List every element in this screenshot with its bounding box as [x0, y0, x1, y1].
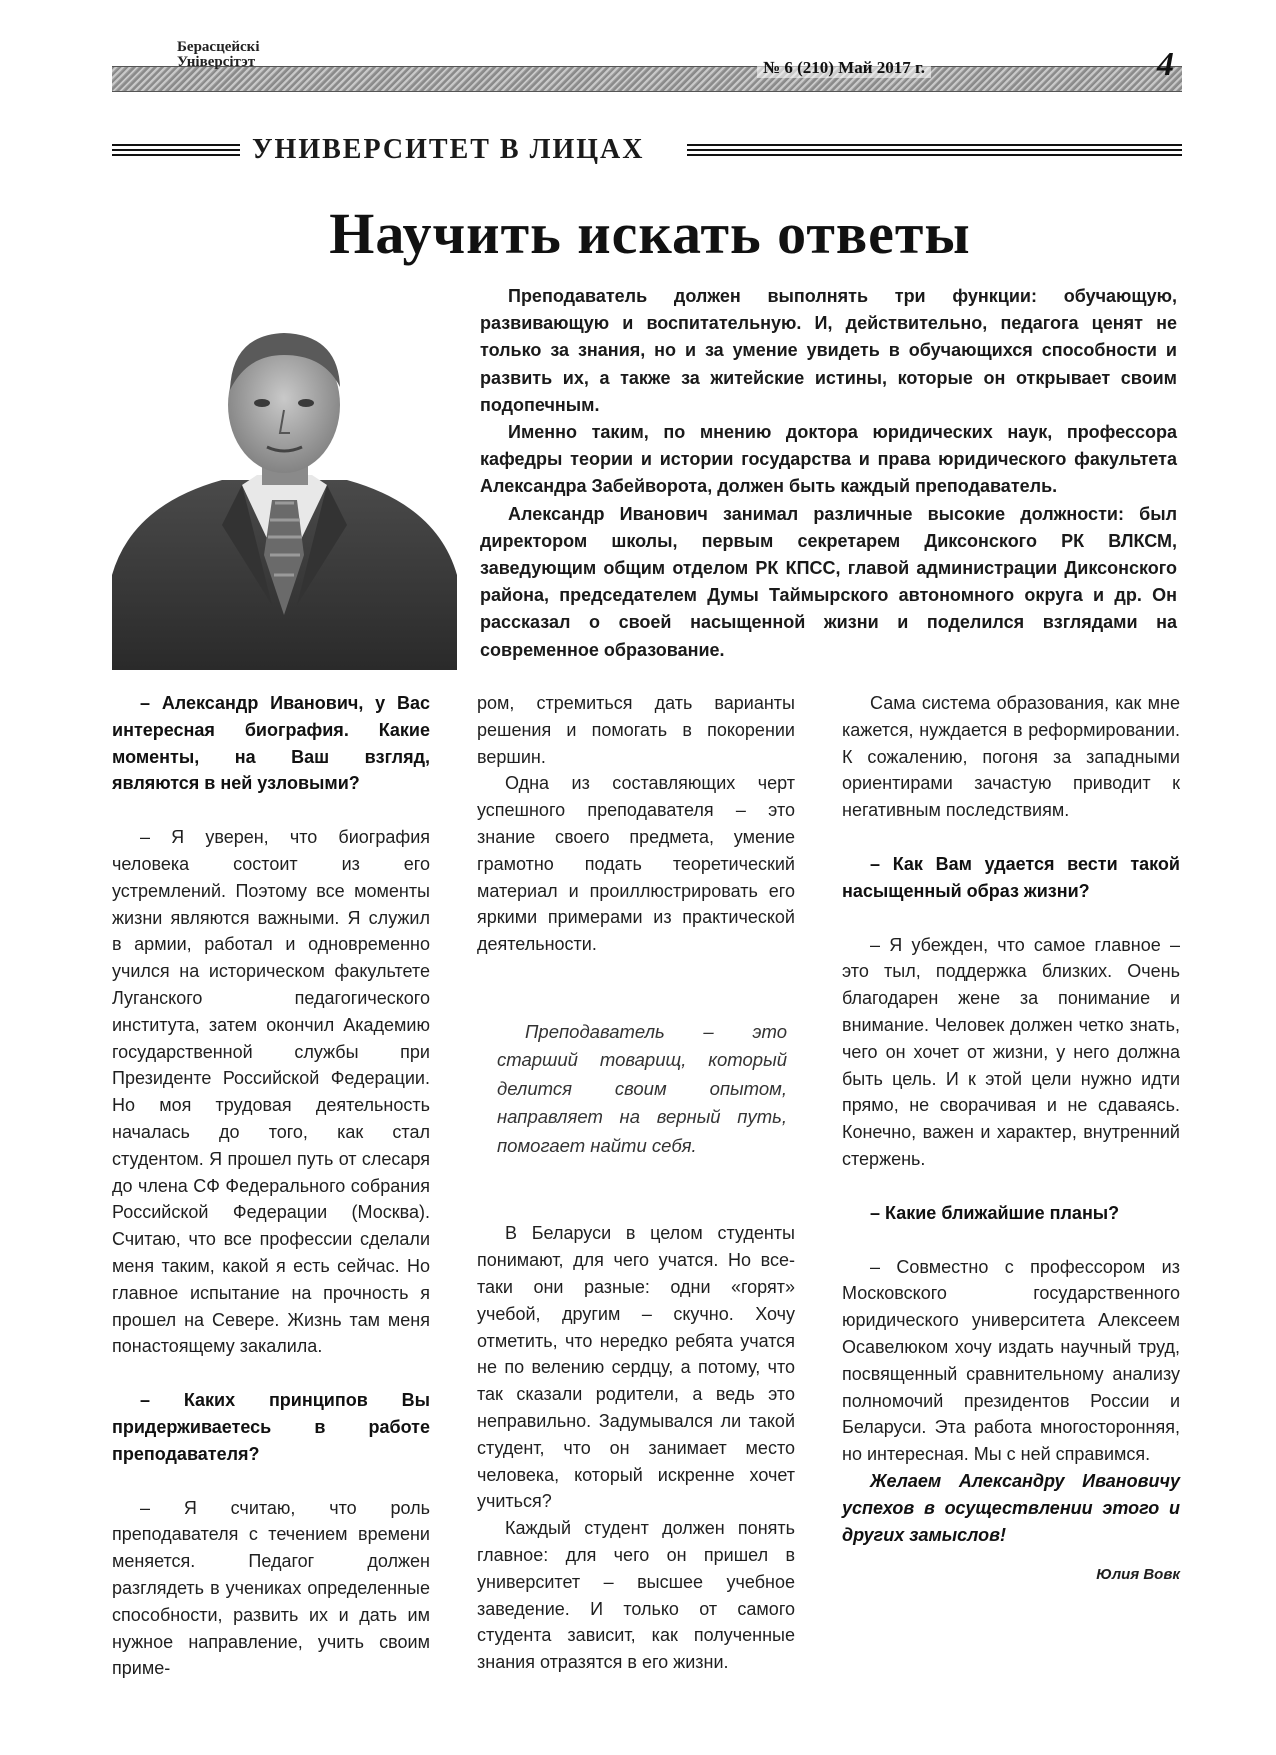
interview-question: – Какие ближайшие планы?: [870, 1202, 1120, 1223]
rubric-rule-left: [112, 144, 240, 158]
body-paragraph: Каждый студент должен понять главное: для чего он пришел в университет – высшее учебное заведение. И только от самого студента зависит, как полученные знания отразятся в его жизни.: [477, 1518, 795, 1673]
closing-wish: Желаем Александру Ивановичу успехов в осуществлении этого и других замыслов!: [842, 1470, 1180, 1545]
interview-question: – Каких принципов Вы придерживаетесь в работе преподавателя?: [112, 1390, 430, 1464]
pull-quote: [477, 1018, 795, 1161]
interview-answer: – Я убежден, что самое главное – это тыл, поддержка близких. Очень благодарен жене за понимание и внимание. Человек должен четко знать, чего он хочет от жизни, у него должна быть цель. И к этой цели нужно идти прямо, не сворачивая и не сдаваясь. Конечно, важен и характер, внутренний стержень.: [842, 934, 1180, 1169]
section-rubric: [112, 134, 1182, 174]
article-headline: Научить искать ответы: [329, 201, 971, 266]
paragraph-gap: [112, 1360, 430, 1387]
article-author: Юлия Вовк: [1096, 1566, 1180, 1584]
portrait-photo: [112, 325, 457, 670]
interview-answer: – Совместно с профессором из Московского государственного юридического университета Алексеем Осавелюком хочу издать научный труд, посвященный сравнительному анализу полномочий президентов России и Беларуси. Эта работа многосторонняя, но интересная. Мы с ней справимся.: [842, 1256, 1180, 1465]
body-paragraph: ром, стремиться дать варианты решения и помогать в покорении вершин.: [477, 693, 795, 767]
paragraph-gap: [842, 824, 1180, 851]
body-paragraph: Одна из составляющих черт успешного преподавателя – это знание своего предмета, умение грамотно подать теоретический материал и проиллюстрировать его яркими примерами из практической деятельности.: [477, 773, 795, 955]
issue-info: № 6 (210) Май 2017 г.: [757, 58, 931, 78]
paragraph-gap: [112, 797, 430, 824]
newspaper-name: [177, 40, 317, 70]
newspaper-name-line1: Берасцейскі: [177, 39, 260, 55]
pull-quote-text: Преподаватель – это старший товарищ, который делится своим опытом, направляет на верный путь, помогает найти себя.: [497, 1020, 787, 1156]
text-column-2: [477, 690, 795, 1676]
interview-answer: – Я считаю, что роль преподавателя с течением времени меняется. Педагог должен разглядеть в учениках определенные способности, развить их и дать им нужное направление, учить своим приме-: [112, 1497, 430, 1679]
lead-paragraph: Именно таким, по мнению доктора юридических наук, профессора кафедры теории и истории государства и права юридического факультета Александра Забейворота, должен быть каждый преподаватель.: [480, 422, 1177, 497]
text-column-1: [112, 690, 430, 1682]
article-lead: [480, 283, 1177, 664]
interview-question: – Александр Иванович, у Вас интересная биография. Какие моменты, на Ваш взгляд, являются в ней узловыми?: [112, 693, 430, 794]
body-paragraph: В Беларуси в целом студенты понимают, для чего учатся. Но все-таки они разные: одни «горят» учебой, другим – скучно. Хочу отметить, что нередко ребята учатся не по велению сердцу, а потому, что так сказали родители, а ведь это неправильно. Задумывался ли такой студент, что он занимает место человека, который искренне хочет учиться?: [477, 1223, 795, 1512]
paragraph-gap: [842, 1227, 1180, 1254]
newspaper-name-line2: Універсітэт: [177, 54, 256, 70]
page-number: 4: [1157, 46, 1174, 83]
masthead: [112, 40, 1182, 92]
portrait-illustration: [112, 325, 457, 670]
paragraph-gap: [842, 1173, 1180, 1200]
paragraph-gap: [112, 1468, 430, 1495]
lead-paragraph: Александр Иванович занимал различные высокие должности: был директором школы, первым секретарем Диксонского РК ВЛКСМ, заведующим общим отделом РК КПСС, главой администрации Диксонского района, председателем Думы Таймырского автономного округа и др. Он рассказал о своей насыщенной жизни и поделился взглядами на современное образование.: [480, 503, 1177, 660]
interview-question: – Как Вам удается вести такой насыщенный образ жизни?: [842, 853, 1180, 901]
lead-paragraph: Преподаватель должен выполнять три функции: обучающую, развивающую и воспитательную. И, действительно, педагога ценят не только за знания, но и за умение увидеть в обучающихся способности и развить их, а также за житейские истины, которые он открывает своим подопечным.: [480, 286, 1177, 415]
rubric-rule-right: [687, 144, 1182, 158]
paragraph-gap: [842, 905, 1180, 932]
text-column-3: [842, 690, 1180, 1589]
rubric-title: УНИВЕРСИТЕТ В ЛИЦАХ: [252, 134, 645, 165]
body-paragraph: Сама система образования, как мне кажется, нуждается в реформировании. К сожалению, погоня за западными ориентирами зачастую приводит к негативным последствиям.: [842, 693, 1180, 821]
interview-answer: – Я уверен, что биография человека состоит из его устремлений. Поэтому все моменты жизни являются важными. Я служил в армии, работал и одновременно учился на историческом факультете Луганского педагогического института, затем окончил Академию государственной службы при Президенте Российской Федерации. Но моя трудовая деятельность началась до того, как стал студентом. Я прошел путь от слесаря до члена СФ Федерального собрания Российской Федерации (Москва). Считаю, что все профессии сделали меня таким, какой я есть сейчас. Но главное испытание на прочность я прошел на Севере. Жизнь там меня понастоящему закалила.: [112, 827, 430, 1357]
